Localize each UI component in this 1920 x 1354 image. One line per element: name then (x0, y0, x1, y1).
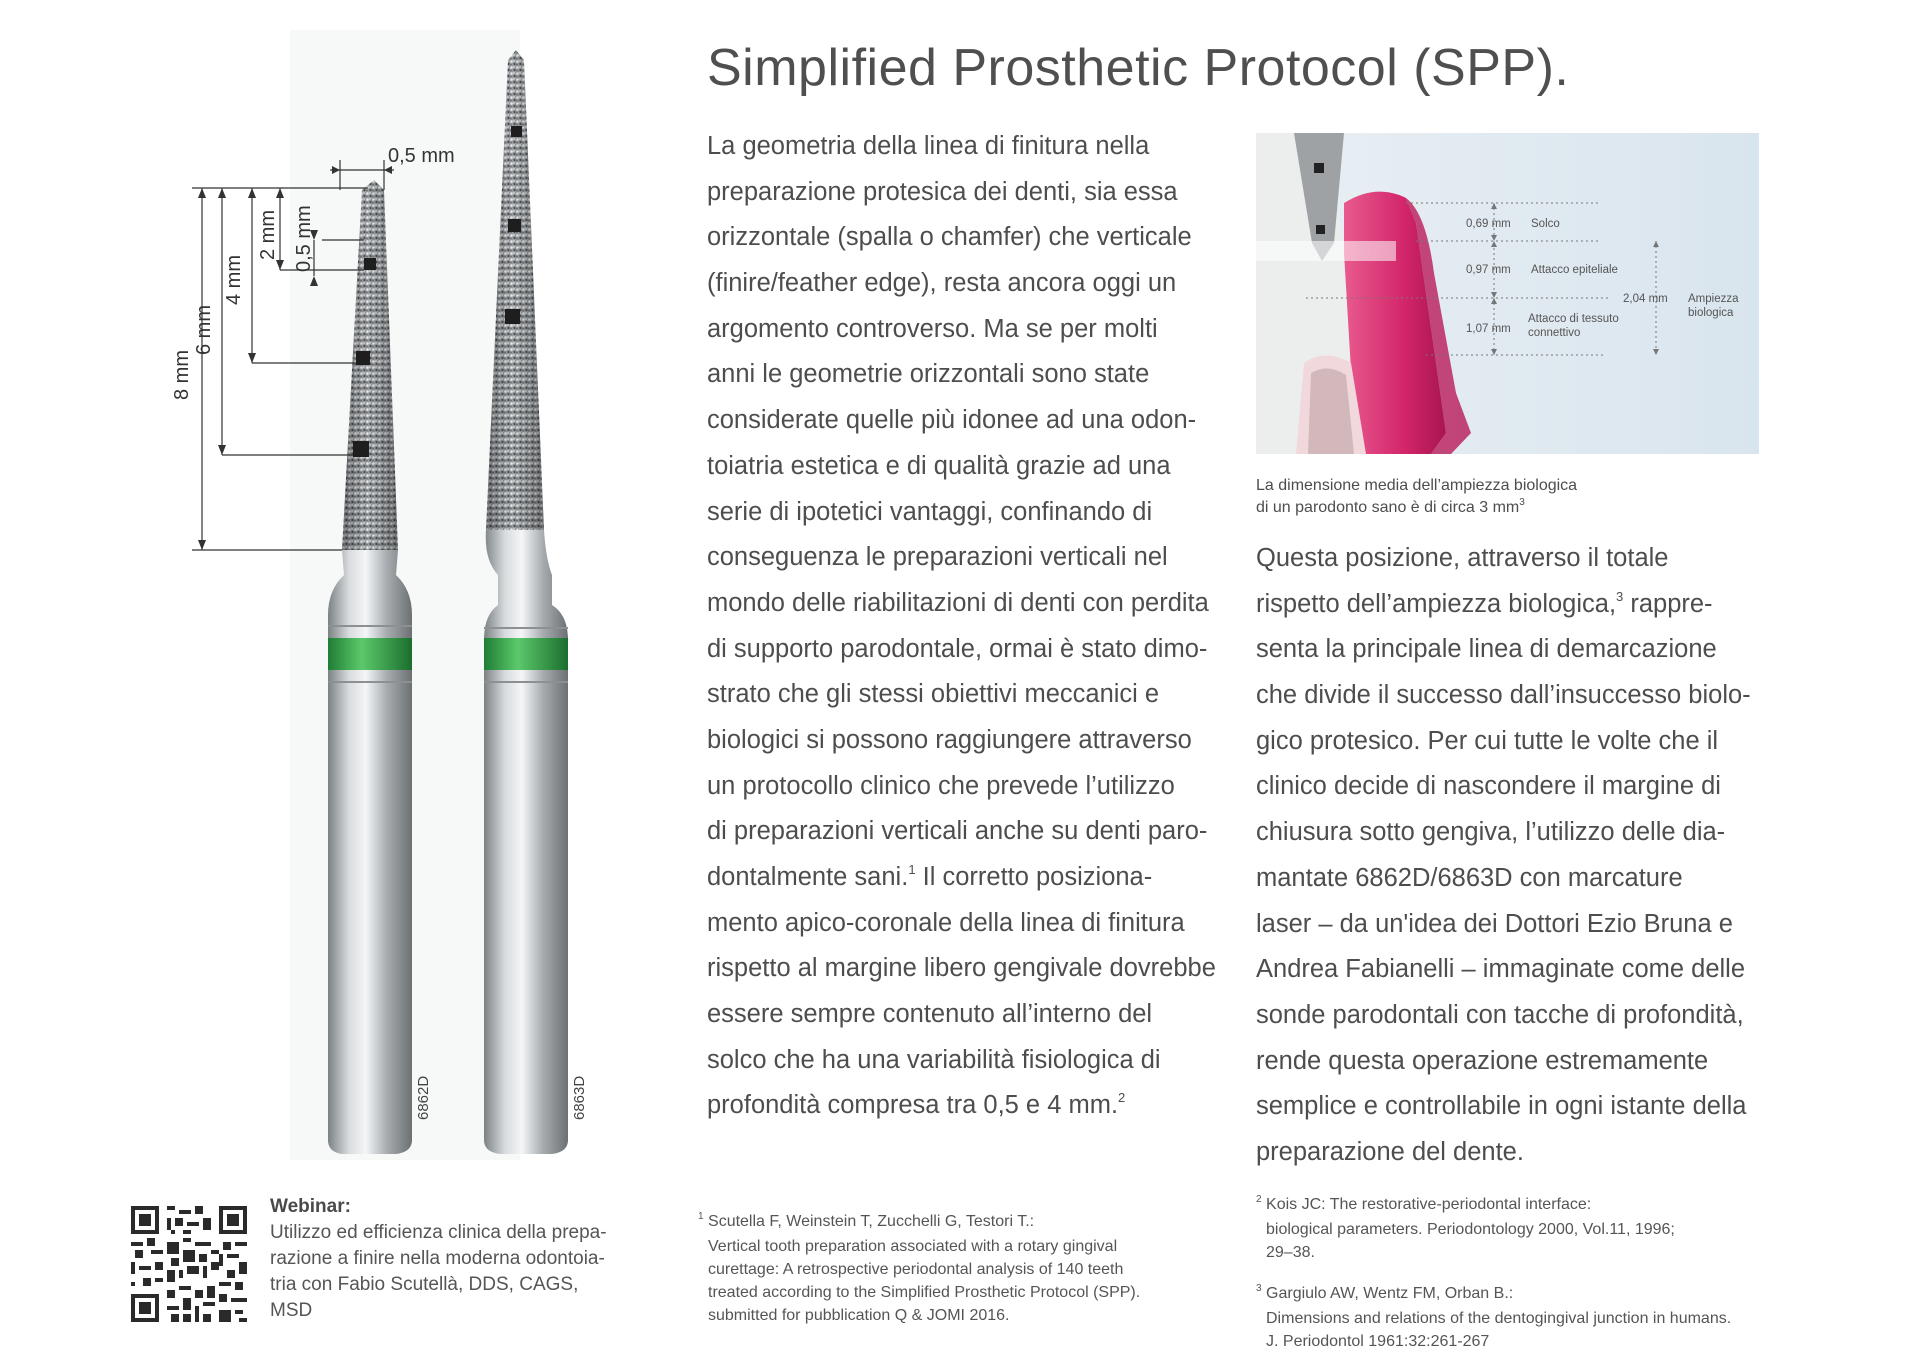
footnote-1 (698, 1210, 1140, 1327)
body-text: Il corretto posiziona- (915, 863, 1153, 891)
body-line: preparazione del dente. (1256, 1137, 1524, 1166)
dim-label-0-5mm-side: 0,5 mm (293, 205, 315, 272)
footnote-2 (1256, 1193, 1675, 1264)
body-line: chiusura sotto gengiva, l’utilizzo delle dia- (1256, 818, 1726, 847)
body-line: mantate 6862D/6863D con marcature (1256, 863, 1683, 892)
biological-width-figure (1256, 133, 1759, 454)
bur-6862d-laser-mark-1 (364, 258, 376, 270)
body-line: laser – da un'idea dei Dottori Ezio Bruna e (1256, 909, 1733, 938)
body-line: semplice e controllabile in ogni istante della (1256, 1092, 1747, 1121)
label-epiteliale: Attacco epiteliale (1531, 264, 1618, 276)
body-line: strato che gli stessi obiettivi meccanici e (707, 680, 1160, 709)
body-line: toiatria estetica e di qualità grazie ad una (707, 451, 1171, 480)
footnote-number: 1 (698, 1211, 704, 1222)
footnote-number: 3 (1256, 1283, 1262, 1294)
body-line: considerate quelle più idonee ad una odon- (707, 406, 1197, 435)
label-solco-mm: 0,69 mm (1466, 218, 1511, 230)
label-total-mm: 2,04 mm (1623, 293, 1668, 305)
body-line: (finire/feather edge), resta ancora oggi un (707, 269, 1177, 298)
bur-6862d-laser-mark-3 (353, 441, 369, 457)
body-line: rende questa operazione estremamente (1256, 1046, 1709, 1075)
body-line: gico protesico. Per cui tutte le volte che il (1256, 726, 1719, 755)
figure-caption (1256, 475, 1577, 521)
body-line: biologici si possono raggiungere attraverso (707, 725, 1192, 754)
footnote-line (1256, 1193, 1675, 1218)
body-line (707, 1083, 1216, 1129)
label-solco: Solco (1531, 218, 1560, 230)
body-line: anni le geometrie orizzontali sono state (707, 360, 1150, 389)
label-connettivo-2: connettivo (1528, 327, 1581, 339)
label-epiteliale-mm: 0,97 mm (1466, 264, 1511, 276)
dim-label-6mm: 6 mm (193, 305, 215, 355)
bur-illustration (150, 30, 690, 1190)
dim-label-0-5mm-top: 0,5 mm (388, 145, 455, 167)
dim-label-4mm: 4 mm (223, 255, 245, 305)
label-ampiezza: Ampiezza (1688, 293, 1739, 305)
label-connettivo-mm: 1,07 mm (1466, 323, 1511, 335)
body-line: mondo delle riabilitazioni di denti con perdita (707, 588, 1209, 617)
footnote-line: Vertical tooth preparation associated with a rotary gingival (708, 1238, 1118, 1255)
webinar-block (270, 1194, 607, 1324)
footnote-line: J. Periodontol 1961:32:261-267 (1266, 1333, 1490, 1350)
webinar-line: Utilizzo ed efficienza clinica della prepa- (270, 1222, 607, 1243)
footnote-line: treated according to the Simplified Prosthetic Protocol (SPP). (708, 1284, 1141, 1301)
footnote-line (698, 1210, 1140, 1235)
label-connettivo-1: Attacco di tessuto (1528, 313, 1619, 325)
body-line (707, 855, 1216, 901)
caption-line (1256, 497, 1577, 521)
bur-6863d-laser-mark-3 (505, 309, 520, 324)
bur-6863d-code: 6863D (571, 1075, 588, 1120)
dim-label-8mm: 8 mm (171, 350, 193, 400)
caption-ref-3: 3 (1519, 497, 1525, 508)
body-line: sonde parodontali con tacche di profondità, (1256, 1000, 1744, 1029)
footnote-ref-1: 1 (908, 862, 916, 877)
body-line: un protocollo clinico che prevede l’utilizzo (707, 771, 1175, 800)
body-line: rispetto al margine libero gengivale dovrebbe (707, 954, 1216, 983)
body-line: Questa posizione, attraverso il totale (1256, 544, 1669, 572)
body-line: Andrea Fabianelli – immaginate come delle (1256, 955, 1746, 984)
bur-6863d-laser-mark-2 (508, 219, 521, 232)
body-line: mento apico-coronale della linea di finitura (707, 908, 1185, 937)
body-line: preparazione protesica dei denti, sia essa (707, 177, 1178, 206)
caption-text: di un parodonto sano è di circa 3 mm (1256, 499, 1520, 516)
bur-6863d-shank (484, 530, 568, 1154)
webinar-line: razione a finire nella moderna odontoia- (270, 1248, 605, 1269)
body-line: orizzontale (spalla o chamfer) che verticale (707, 223, 1192, 252)
body-line: senta la principale linea di demarcazione (1256, 635, 1717, 664)
footnote-text: Scutella F, Weinstein T, Zucchelli G, Testori T.: (708, 1213, 1035, 1230)
body-line: essere sempre contenuto all’interno del (707, 1000, 1153, 1029)
body-line: serie di ipotetici vantaggi, confinando di (707, 497, 1153, 526)
body-text: profondità compresa tra 0,5 e 4 mm. (707, 1091, 1119, 1120)
page-title: Simplified Prosthetic Protocol (SPP). (707, 39, 1570, 97)
body-line: solco che ha una variabilità fisiologica di (707, 1045, 1161, 1074)
body-text: rappre- (1623, 589, 1713, 618)
footnote-number: 2 (1256, 1194, 1262, 1205)
left-text-column (707, 124, 1216, 1129)
bur-6863d-laser-mark-1 (511, 126, 522, 137)
body-line: che divide il successo dall’insuccesso biolo- (1256, 681, 1751, 710)
body-text: rispetto dell’ampiezza biologica, (1256, 589, 1617, 618)
body-line: clinico decide di nascondere il margine di (1256, 772, 1721, 801)
footnote-line: submitted for pubblication Q & JOMI 2016. (708, 1307, 1010, 1324)
qr-code[interactable] (131, 1206, 247, 1322)
caption-line: La dimensione media dell’ampiezza biologica (1256, 477, 1578, 494)
body-line: conseguenza le preparazioni verticali nel (707, 543, 1168, 572)
bur-6862d-laser-mark-2 (356, 351, 370, 365)
webinar-line: tria con Fabio Scutellà, DDS, CAGS, (270, 1274, 579, 1295)
footnote-text: Gargiulo AW, Wentz FM, Orban B.: (1266, 1285, 1514, 1302)
body-line: La geometria della linea di finitura nella (707, 132, 1150, 160)
body-line: di supporto parodontale, ormai è stato dimo- (707, 634, 1208, 663)
footnote-line (1256, 1282, 1731, 1307)
bur-6862d-green-band (328, 638, 412, 670)
label-biologica: biologica (1688, 307, 1734, 319)
bur-6862d-code: 6862D (415, 1075, 432, 1120)
dim-label-2mm: 2 mm (257, 210, 279, 260)
body-text: dontalmente sani. (707, 863, 909, 891)
footnote-line: biological parameters. Periodontology 2000, Vol.11, 1996; (1266, 1221, 1675, 1238)
bur-6863d-green-band (484, 638, 568, 670)
body-line: argomento controverso. Ma se per molti (707, 314, 1158, 343)
body-line (1256, 582, 1751, 628)
footnote-line: Dimensions and relations of the dentogingival junction in humans. (1266, 1310, 1732, 1327)
footnote-line: curettage: A retrospective periodontal analysis of 140 teeth (708, 1261, 1124, 1278)
footnote-3 (1256, 1282, 1731, 1353)
footnote-text: Kois JC: The restorative-periodontal interface: (1266, 1196, 1592, 1213)
webinar-line: MSD (270, 1300, 313, 1321)
body-line: di preparazioni verticali anche su denti paro- (707, 817, 1208, 846)
footnote-line: 29–38. (1266, 1244, 1315, 1261)
footnote-ref-3: 3 (1616, 588, 1624, 604)
webinar-heading: Webinar: (270, 1196, 351, 1217)
footnote-ref-2: 2 (1118, 1090, 1126, 1106)
right-text-column (1256, 536, 1751, 1176)
